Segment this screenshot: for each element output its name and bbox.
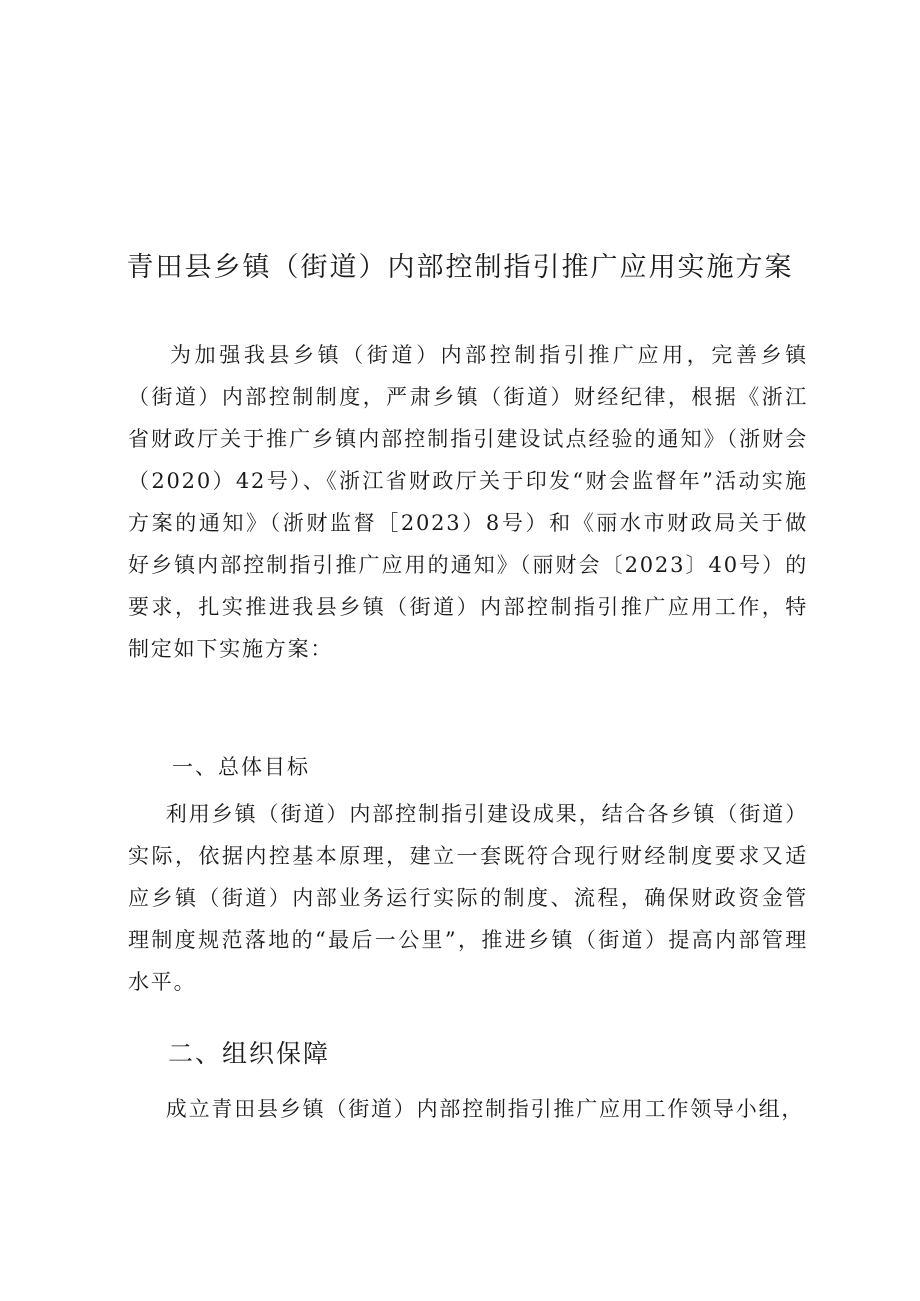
intro-paragraph: 为加强我县乡镇（街道）内部控制指引推广应用，完善乡镇（街道）内部控制制度，严肃乡镇（街道）财经纪律，根据《浙江省财政厅关于推广乡镇内部控制指引建设试点经验的通知》（浙财会（2020）42号）、《浙江省财政厅关于印发“财会监督年”活动实施方案的通知》（浙财监督［2023）8号）和《丽水市财政局关于做好乡镇内部控制指引推广应用的通知》（丽财会〔2023〕40号）的要求，扎实推进我县乡镇（街道）内部控制指引推广应用工作，特制定如下实施方案：	[128, 343, 808, 661]
organization-paragraph: 成立青田县乡镇（街道）内部控制指引推广应用工作领导小组，	[165, 1097, 805, 1121]
document-title: 青田县乡镇（街道）内部控制指引推广应用实施方案	[126, 252, 794, 283]
section-heading-goals: 一、总体目标	[172, 755, 310, 779]
section-heading-organization: 二、组织保障	[168, 1039, 331, 1068]
goals-paragraph: 利用乡镇（街道）内部控制指引建设成果，结合各乡镇（街道）实际，依据内控基本原理，建立一套既符合现行财经制度要求又适应乡镇（街道）内部业务运行实际的制度、流程，确保财政资金管理制度规范落地的“最后一公里”，推进乡镇（街道）提高内部管理水平。	[128, 802, 808, 994]
